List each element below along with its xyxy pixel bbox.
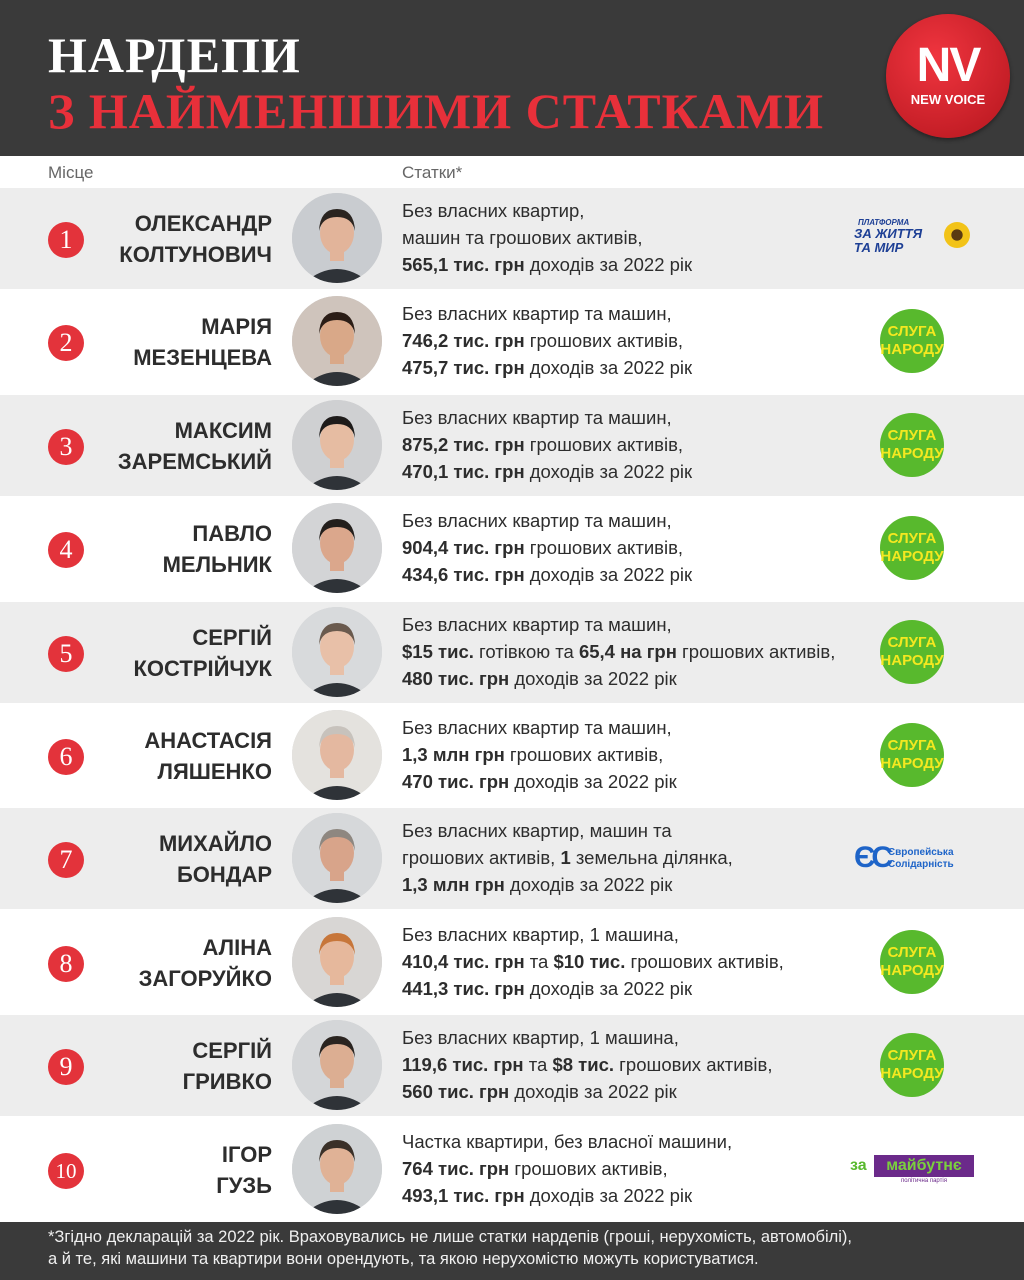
assets-text: Без власних квартир та машин, — [402, 510, 672, 531]
sluga-narodu-logo — [880, 620, 944, 684]
rank-badge: 4 — [48, 532, 84, 568]
deputy-first-name: АЛІНА — [202, 935, 272, 960]
assets-amount: 560 тис. грн — [402, 1081, 510, 1102]
assets-description — [402, 507, 874, 588]
party-logo-line-1: СЛУГА — [887, 1047, 937, 1064]
rank-badge: 8 — [48, 946, 84, 982]
sluga-narodu-logo — [880, 930, 944, 994]
assets-line-2 — [402, 534, 874, 561]
assets-amount: 1,3 млн грн — [402, 744, 505, 765]
party-logo-line-2: НАРОДУ — [880, 548, 944, 565]
party-logo-prefix: за — [850, 1157, 867, 1174]
assets-amount: $8 тис. — [552, 1054, 615, 1075]
opzzh-logo — [852, 218, 972, 258]
deputy-first-name: ОЛЕКСАНДР — [134, 211, 272, 236]
deputy-first-name: АНАСТАСІЯ — [144, 728, 272, 753]
assets-line-3 — [402, 1078, 874, 1105]
assets-text: Без власних квартир та машин, — [402, 717, 672, 738]
deputy-last-name: ЗАГОРУЙКО — [138, 966, 272, 991]
assets-text: доходів за 2022 рік — [524, 461, 693, 482]
sluga-narodu-logo — [880, 723, 944, 787]
assets-line-3 — [402, 768, 874, 795]
deputy-first-name: ІГОР — [221, 1142, 272, 1167]
deputy-photo — [292, 710, 382, 800]
deputy-name — [72, 518, 272, 580]
assets-amount: $10 тис. — [553, 951, 626, 972]
deputy-name — [72, 1139, 272, 1201]
assets-text: доходів за 2022 рік — [524, 254, 693, 275]
deputy-photo — [292, 503, 382, 593]
assets-description — [402, 1128, 874, 1209]
assets-text: грошових активів, — [524, 537, 684, 558]
assets-line-2 — [402, 224, 874, 251]
assets-line-3 — [402, 354, 874, 381]
party-logo — [850, 808, 974, 909]
assets-line-1 — [402, 1128, 874, 1155]
deputy-first-name: МАРІЯ — [201, 314, 272, 339]
party-logo-line-2: НАРОДУ — [880, 652, 944, 669]
assets-text: готівкою та — [473, 641, 579, 662]
party-logo-mark: ЄС — [854, 841, 890, 874]
table-row — [0, 1119, 1024, 1220]
assets-amount: 1,3 млн грн — [402, 874, 505, 895]
assets-line-3 — [402, 871, 874, 898]
logo-mark: NV — [916, 39, 980, 92]
sluga-narodu-logo — [880, 309, 944, 373]
table-row — [0, 498, 1024, 599]
assets-text: Без власних квартир та машин, — [402, 303, 672, 324]
assets-text: грошових активів, — [524, 330, 684, 351]
deputy-photo — [292, 607, 382, 697]
deputy-name — [72, 622, 272, 684]
assets-text: грошових активів, — [614, 1054, 773, 1075]
party-logo-line-2: НАРОДУ — [880, 962, 944, 979]
assets-text: доходів за 2022 рік — [524, 357, 693, 378]
assets-text: Частка квартири, без власної машини, — [402, 1131, 733, 1152]
party-logo-line-2: НАРОДУ — [880, 1065, 944, 1082]
assets-line-1 — [402, 714, 874, 741]
assets-text: доходів за 2022 рік — [509, 668, 677, 689]
assets-amount: 1 — [560, 847, 571, 868]
assets-text: доходів за 2022 рік — [524, 1185, 693, 1206]
party-logo-line-1: СЛУГА — [887, 634, 937, 651]
party-logo-line-1: СЛУГА — [887, 427, 937, 444]
assets-amount: 475,7 тис. грн — [402, 357, 525, 378]
deputy-first-name: СЕРГІЙ — [192, 625, 272, 650]
rank-badge: 10 — [48, 1153, 84, 1189]
deputy-first-name: МИХАЙЛО — [158, 831, 272, 856]
assets-amount: 875,2 тис. грн — [402, 434, 525, 455]
assets-line-1 — [402, 1024, 874, 1051]
table-row — [0, 291, 1024, 392]
party-logo — [850, 188, 974, 289]
party-logo-line-1: Європейська — [888, 847, 954, 858]
assets-line-3 — [402, 251, 874, 278]
assets-text: та — [523, 1054, 553, 1075]
deputy-photo — [292, 193, 382, 283]
party-logo — [850, 395, 974, 496]
deputy-photo — [292, 813, 382, 903]
deputy-first-name: МАКСИМ — [174, 418, 272, 443]
deputy-name — [72, 311, 272, 373]
party-logo-line-2: Солідарність — [888, 859, 954, 870]
footnote — [0, 1222, 1024, 1280]
rank-badge: 3 — [48, 429, 84, 465]
assets-amount: 493,1 тис. грн — [402, 1185, 525, 1206]
deputy-last-name: БОНДАР — [176, 862, 272, 887]
assets-line-3 — [402, 458, 874, 485]
party-logo — [850, 602, 974, 703]
party-logo — [850, 912, 974, 1013]
rank-badge: 7 — [48, 842, 84, 878]
table-row — [0, 602, 1024, 703]
deputy-name — [72, 208, 272, 270]
assets-amount: 441,3 тис. грн — [402, 978, 525, 999]
assets-line-1 — [402, 404, 874, 431]
assets-line-1 — [402, 300, 874, 327]
table-row — [0, 188, 1024, 289]
table-row — [0, 912, 1024, 1013]
assets-amount: 119,6 тис. грн — [402, 1054, 524, 1075]
column-header-assets: Статки* — [402, 163, 463, 182]
assets-line-1 — [402, 197, 874, 224]
footnote-line-1: *Згідно декларацій за 2022 рік. Враховувались не лише статки нардепів (гроші, нерухомість, автомобілі), — [48, 1228, 852, 1246]
assets-text: доходів за 2022 рік — [524, 564, 693, 585]
assets-amount: 65,4 на грн — [578, 641, 677, 662]
party-logo-name — [854, 227, 922, 255]
party-logo-line-2: НАРОДУ — [880, 445, 944, 462]
assets-amount: 764 тис. грн — [402, 1158, 510, 1179]
assets-text: земельна ділянка, — [570, 847, 733, 868]
assets-line-3 — [402, 561, 874, 588]
assets-text: машин та грошових активів, — [402, 227, 643, 248]
deputy-last-name: МЕЛЬНИК — [162, 552, 272, 577]
assets-line-2 — [402, 431, 874, 458]
party-logo — [850, 1119, 974, 1220]
deputy-photo — [292, 296, 382, 386]
deputy-photo — [292, 1020, 382, 1110]
footnote-line-2: а й те, які машини та квартири вони орендують, та якою нерухомістю можуть користуватися. — [48, 1250, 759, 1268]
party-logo-line-1: ЗА ЖИТТЯ — [854, 226, 923, 241]
assets-text: Без власних квартир, 1 машина, — [402, 1027, 679, 1048]
party-logo-name — [888, 847, 954, 871]
deputy-last-name: КОЛТУНОВИЧ — [119, 242, 272, 267]
assets-line-2 — [402, 638, 874, 665]
assets-description — [402, 817, 874, 898]
assets-line-1 — [402, 611, 874, 638]
assets-description — [402, 714, 874, 795]
assets-text: грошових активів, — [676, 641, 836, 662]
party-logo — [850, 1015, 974, 1116]
page-subtitle: З НАЙМЕНШИМИ СТАТКАМИ — [48, 83, 825, 139]
assets-text: доходів за 2022 рік — [504, 874, 673, 895]
party-logo-line-1: СЛУГА — [887, 737, 937, 754]
assets-line-3 — [402, 1182, 874, 1209]
column-header-place: Місце — [48, 163, 94, 182]
assets-line-2 — [402, 1051, 874, 1078]
deputy-last-name: ГУЗЬ — [216, 1173, 272, 1198]
party-logo-caption: політична партія — [901, 1178, 947, 1184]
assets-amount: 565,1 тис. грн — [402, 254, 525, 275]
assets-amount: 470,1 тис. грн — [402, 461, 525, 482]
assets-description — [402, 611, 874, 692]
assets-line-2 — [402, 844, 874, 871]
rank-badge: 6 — [48, 739, 84, 775]
assets-amount: 904,4 тис. грн — [402, 537, 525, 558]
party-logo — [850, 705, 974, 806]
sunflower-icon — [944, 222, 970, 248]
table-row — [0, 705, 1024, 806]
assets-text: доходів за 2022 рік — [509, 1081, 677, 1102]
party-logo-caption: ПЛАТФОРМА — [858, 218, 910, 227]
assets-amount: 746,2 тис. грн — [402, 330, 525, 351]
assets-text: Без власних квартир та машин, — [402, 614, 672, 635]
logo-caption: NEW VOICE — [910, 92, 986, 107]
za-maibutnie-logo — [850, 1155, 974, 1185]
deputy-name — [72, 932, 272, 994]
deputy-name — [72, 828, 272, 890]
deputy-name — [72, 415, 272, 477]
deputy-first-name: ПАВЛО — [192, 521, 272, 546]
deputy-photo — [292, 917, 382, 1007]
deputy-last-name: ГРИВКО — [182, 1069, 272, 1094]
table-row — [0, 1015, 1024, 1116]
assets-amount: 410,4 тис. грн — [402, 951, 525, 972]
header-banner — [0, 0, 1024, 156]
party-logo-line-2: ТА МИР — [854, 240, 904, 255]
sluga-narodu-logo — [880, 413, 944, 477]
party-logo-name: майбутнє — [874, 1155, 974, 1177]
assets-line-1 — [402, 921, 874, 948]
nv-logo — [886, 14, 1010, 138]
deputy-last-name: КОСТРІЙЧУК — [133, 656, 272, 681]
assets-amount: 480 тис. грн — [402, 668, 510, 689]
deputy-first-name: СЕРГІЙ — [192, 1038, 272, 1063]
assets-line-2 — [402, 948, 874, 975]
deputy-name — [72, 1035, 272, 1097]
assets-text: доходів за 2022 рік — [524, 978, 693, 999]
rank-badge: 5 — [48, 636, 84, 672]
assets-text: доходів за 2022 рік — [509, 771, 677, 792]
party-logo — [850, 498, 974, 599]
assets-text: грошових активів, — [402, 847, 561, 868]
deputy-last-name: ЛЯШЕНКО — [157, 759, 272, 784]
page-title: НАРДЕПИ — [48, 27, 301, 83]
assets-line-2 — [402, 327, 874, 354]
deputy-last-name: ЗАРЕМСЬКИЙ — [117, 449, 272, 474]
party-logo-line-1: СЛУГА — [887, 530, 937, 547]
table-row — [0, 395, 1024, 496]
assets-text: Без власних квартир, машин та — [402, 820, 672, 841]
assets-description — [402, 404, 874, 485]
assets-text: грошових активів, — [509, 1158, 668, 1179]
assets-line-1 — [402, 817, 874, 844]
party-logo-line-2: НАРОДУ — [880, 341, 944, 358]
party-logo-line-1: СЛУГА — [887, 944, 937, 961]
assets-amount: $15 тис. — [402, 641, 474, 662]
assets-description — [402, 1024, 874, 1105]
sluga-narodu-logo — [880, 1033, 944, 1097]
assets-line-3 — [402, 665, 874, 692]
assets-line-2 — [402, 741, 874, 768]
deputy-photo — [292, 1124, 382, 1214]
deputy-name — [72, 725, 272, 787]
party-logo-line-1: СЛУГА — [887, 323, 937, 340]
assets-description — [402, 300, 874, 381]
assets-text: Без власних квартир та машин, — [402, 407, 672, 428]
rank-badge: 9 — [48, 1049, 84, 1085]
assets-text: Без власних квартир, 1 машина, — [402, 924, 679, 945]
deputy-photo — [292, 400, 382, 490]
assets-amount: 470 тис. грн — [402, 771, 510, 792]
assets-text: Без власних квартир, — [402, 200, 585, 221]
table-row — [0, 808, 1024, 909]
es-logo — [854, 842, 974, 874]
assets-line-3 — [402, 975, 874, 1002]
rank-badge: 2 — [48, 325, 84, 361]
assets-text: грошових активів, — [524, 434, 684, 455]
assets-line-2 — [402, 1155, 874, 1182]
assets-description — [402, 197, 874, 278]
assets-text: грошових активів, — [504, 744, 664, 765]
assets-text: грошових активів, — [625, 951, 784, 972]
party-logo-line-2: НАРОДУ — [880, 755, 944, 772]
assets-line-1 — [402, 507, 874, 534]
sluga-narodu-logo — [880, 516, 944, 580]
assets-text: та — [524, 951, 554, 972]
assets-amount: 434,6 тис. грн — [402, 564, 525, 585]
party-logo — [850, 291, 974, 392]
deputy-last-name: МЕЗЕНЦЕВА — [133, 345, 272, 370]
assets-description — [402, 921, 874, 1002]
rank-badge: 1 — [48, 222, 84, 258]
